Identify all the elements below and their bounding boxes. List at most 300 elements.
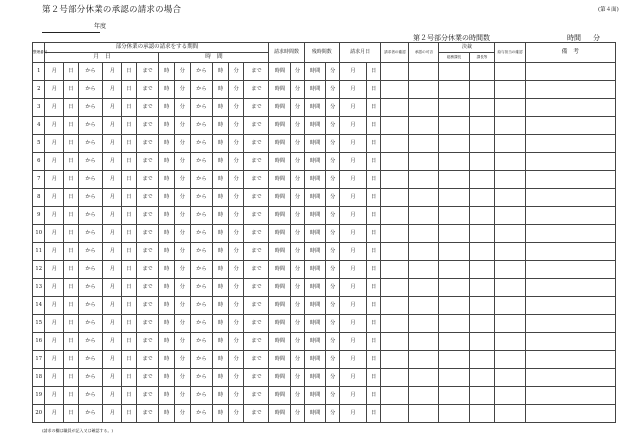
month-label: 月: [103, 171, 122, 189]
payroll-confirm-cell[interactable]: [495, 261, 525, 279]
from-label: から: [190, 81, 213, 99]
form-number: (第４面): [598, 7, 619, 13]
minute-label: 分: [175, 81, 191, 99]
requester-confirm-cell[interactable]: [381, 189, 409, 207]
table-row: [33, 63, 616, 81]
remarks-cell[interactable]: [525, 171, 615, 189]
approval-cell[interactable]: [409, 261, 439, 279]
hour-label: 時: [213, 315, 229, 333]
approval-cell[interactable]: [409, 99, 439, 117]
to-label: まで: [244, 405, 269, 423]
row-number: 11: [33, 243, 45, 261]
day-label: 日: [64, 135, 79, 153]
dept-head-cell[interactable]: [439, 81, 469, 99]
approval-cell[interactable]: [409, 279, 439, 297]
minute-label: 分: [175, 189, 191, 207]
minute-label: 分: [228, 189, 244, 207]
dept-head-cell[interactable]: [439, 99, 469, 117]
day-label: 日: [366, 243, 381, 261]
section-head-cell[interactable]: [469, 279, 495, 297]
requester-confirm-cell[interactable]: [381, 171, 409, 189]
section-head-cell[interactable]: [469, 261, 495, 279]
to-label: まで: [136, 387, 159, 405]
approval-cell[interactable]: [409, 63, 439, 81]
day-label: 日: [122, 63, 137, 81]
approval-cell[interactable]: [409, 81, 439, 99]
month-label: 月: [339, 171, 366, 189]
section-head-cell[interactable]: [469, 225, 495, 243]
from-label: から: [78, 135, 103, 153]
table-row: [33, 405, 616, 423]
section-head-cell[interactable]: [469, 99, 495, 117]
approval-cell[interactable]: [409, 153, 439, 171]
payroll-confirm-cell[interactable]: [495, 333, 525, 351]
minute-label: 分: [326, 333, 339, 351]
day-label: 日: [122, 243, 137, 261]
day-label: 日: [64, 153, 79, 171]
month-label: 月: [103, 261, 122, 279]
from-label: から: [78, 279, 103, 297]
requester-confirm-cell[interactable]: [381, 225, 409, 243]
dept-head-cell[interactable]: [439, 279, 469, 297]
day-label: 日: [122, 297, 137, 315]
table-row: [33, 315, 616, 333]
minute-label: 分: [326, 135, 339, 153]
minute-label: 分: [228, 243, 244, 261]
dept-head-cell[interactable]: [439, 153, 469, 171]
month-label: 月: [45, 117, 64, 135]
from-label: から: [78, 171, 103, 189]
minute-label: 分: [291, 117, 304, 135]
to-label: まで: [244, 63, 269, 81]
form-title: 第２号部分休業の承認の請求の場合: [42, 5, 182, 15]
remarks-cell[interactable]: [525, 99, 615, 117]
day-label: 日: [122, 279, 137, 297]
remarks-cell[interactable]: [525, 405, 615, 423]
dept-head-cell[interactable]: [439, 63, 469, 81]
minute-label: 分: [326, 81, 339, 99]
minute-label: 分: [175, 387, 191, 405]
requester-confirm-cell[interactable]: [381, 261, 409, 279]
from-label: から: [190, 225, 213, 243]
from-label: から: [190, 63, 213, 81]
minute-label: 分: [228, 351, 244, 369]
month-label: 月: [103, 189, 122, 207]
remarks-cell[interactable]: [525, 117, 615, 135]
month-label: 月: [339, 117, 366, 135]
payroll-confirm-cell[interactable]: [495, 171, 525, 189]
requester-confirm-cell[interactable]: [381, 315, 409, 333]
day-label: 日: [122, 261, 137, 279]
day-label: 日: [122, 207, 137, 225]
day-label: 日: [366, 99, 381, 117]
hours-label: 時間: [269, 297, 291, 315]
from-label: から: [78, 63, 103, 81]
day-label: 日: [366, 279, 381, 297]
payroll-confirm-cell[interactable]: [495, 117, 525, 135]
minute-label: 分: [326, 189, 339, 207]
payroll-confirm-cell[interactable]: [495, 297, 525, 315]
remarks-cell[interactable]: [525, 315, 615, 333]
row-number: 8: [33, 189, 45, 207]
minute-label: 分: [326, 261, 339, 279]
dept-head-cell[interactable]: [439, 315, 469, 333]
remarks-cell[interactable]: [525, 369, 615, 387]
month-label: 月: [339, 207, 366, 225]
month-label: 月: [45, 135, 64, 153]
approval-cell[interactable]: [409, 351, 439, 369]
hours-section-label: 第２号部分休業の時間数: [413, 34, 490, 42]
payroll-confirm-cell[interactable]: [495, 153, 525, 171]
payroll-confirm-cell[interactable]: [495, 315, 525, 333]
month-label: 月: [339, 369, 366, 387]
remarks-cell[interactable]: [525, 207, 615, 225]
payroll-confirm-cell[interactable]: [495, 387, 525, 405]
minute-label: 分: [228, 315, 244, 333]
table-row: [33, 117, 616, 135]
from-label: から: [78, 99, 103, 117]
day-label: 日: [366, 81, 381, 99]
section-head-cell[interactable]: [469, 333, 495, 351]
remarks-cell[interactable]: [525, 261, 615, 279]
minute-label: 分: [291, 261, 304, 279]
row-number: 6: [33, 153, 45, 171]
dept-head-cell[interactable]: [439, 351, 469, 369]
dept-head-cell[interactable]: [439, 117, 469, 135]
hours-label: 時間: [269, 63, 291, 81]
to-label: まで: [244, 153, 269, 171]
section-head-cell[interactable]: [469, 135, 495, 153]
month-label: 月: [339, 261, 366, 279]
section-head-cell[interactable]: [469, 297, 495, 315]
minute-label: 分: [175, 243, 191, 261]
row-number: 14: [33, 297, 45, 315]
minute-label: 分: [291, 315, 304, 333]
minute-label: 分: [326, 63, 339, 81]
day-label: 日: [64, 243, 79, 261]
day-label: 日: [64, 405, 79, 423]
payroll-confirm-cell[interactable]: [495, 189, 525, 207]
hour-label: 時: [213, 99, 229, 117]
dept-head-cell[interactable]: [439, 297, 469, 315]
remarks-cell[interactable]: [525, 387, 615, 405]
month-label: 月: [339, 333, 366, 351]
hours-label: 時間: [269, 117, 291, 135]
payroll-confirm-cell[interactable]: [495, 135, 525, 153]
from-label: から: [190, 297, 213, 315]
approval-cell[interactable]: [409, 171, 439, 189]
hour-label: 時: [213, 153, 229, 171]
minute-label: 分: [228, 279, 244, 297]
payroll-confirm-cell[interactable]: [495, 225, 525, 243]
minute-label: 分: [228, 207, 244, 225]
from-label: から: [190, 135, 213, 153]
payroll-confirm-cell[interactable]: [495, 99, 525, 117]
hours-label: 時間: [304, 63, 326, 81]
remarks-cell[interactable]: [525, 189, 615, 207]
month-label: 月: [339, 315, 366, 333]
hours-label: 時間: [304, 261, 326, 279]
hours-label: 時間: [269, 405, 291, 423]
month-label: 月: [339, 225, 366, 243]
from-label: から: [190, 333, 213, 351]
to-label: まで: [136, 81, 159, 99]
month-label: 月: [45, 207, 64, 225]
from-label: から: [78, 243, 103, 261]
dept-head-cell[interactable]: [439, 405, 469, 423]
minute-label: 分: [228, 153, 244, 171]
row-number: 2: [33, 81, 45, 99]
hours-label: 時間: [304, 207, 326, 225]
to-label: まで: [136, 261, 159, 279]
remarks-cell[interactable]: [525, 153, 615, 171]
section-head-cell[interactable]: [469, 243, 495, 261]
hour-label: 時: [159, 99, 175, 117]
fiscal-year-label: 年度: [93, 23, 106, 30]
approval-cell[interactable]: [409, 189, 439, 207]
minute-label: 分: [175, 99, 191, 117]
section-head-cell[interactable]: [469, 171, 495, 189]
header-requester-confirm: 請求者の確認: [381, 43, 409, 63]
remarks-cell[interactable]: [525, 243, 615, 261]
approval-cell[interactable]: [409, 405, 439, 423]
payroll-confirm-cell[interactable]: [495, 405, 525, 423]
payroll-confirm-cell[interactable]: [495, 279, 525, 297]
to-label: まで: [244, 333, 269, 351]
approval-cell[interactable]: [409, 387, 439, 405]
from-label: から: [190, 153, 213, 171]
approval-cell[interactable]: [409, 207, 439, 225]
to-label: まで: [136, 279, 159, 297]
remarks-cell[interactable]: [525, 81, 615, 99]
hour-label: 時: [213, 351, 229, 369]
requester-confirm-cell[interactable]: [381, 63, 409, 81]
day-label: 日: [64, 315, 79, 333]
day-label: 日: [366, 135, 381, 153]
section-head-cell[interactable]: [469, 351, 495, 369]
hour-label: 時: [213, 135, 229, 153]
remarks-cell[interactable]: [525, 63, 615, 81]
from-label: から: [190, 171, 213, 189]
minute-label: 分: [228, 387, 244, 405]
hour-label: 時: [159, 117, 175, 135]
remarks-cell[interactable]: [525, 333, 615, 351]
minute-label: 分: [175, 153, 191, 171]
hours-label: 時間: [269, 189, 291, 207]
to-label: まで: [244, 261, 269, 279]
from-label: から: [190, 117, 213, 135]
day-label: 日: [64, 207, 79, 225]
to-label: まで: [136, 189, 159, 207]
minute-label: 分: [228, 261, 244, 279]
dept-head-cell[interactable]: [439, 135, 469, 153]
minute-label: 分: [291, 207, 304, 225]
month-label: 月: [339, 99, 366, 117]
to-label: まで: [136, 153, 159, 171]
minute-label: 分: [326, 171, 339, 189]
section-head-cell[interactable]: [469, 369, 495, 387]
day-label: 日: [64, 297, 79, 315]
from-label: から: [78, 207, 103, 225]
hours-label: 時間: [304, 387, 326, 405]
hours-label: 時間: [304, 297, 326, 315]
section-head-cell[interactable]: [469, 207, 495, 225]
hours-label: 時間: [304, 351, 326, 369]
month-label: 月: [103, 387, 122, 405]
month-label: 月: [45, 225, 64, 243]
from-label: から: [190, 189, 213, 207]
section-head-cell[interactable]: [469, 315, 495, 333]
minute-label: 分: [291, 225, 304, 243]
minute-label: 分: [326, 243, 339, 261]
month-label: 月: [45, 387, 64, 405]
hours-label: 時間: [269, 261, 291, 279]
month-label: 月: [103, 207, 122, 225]
day-label: 日: [122, 315, 137, 333]
hours-label: 時間: [304, 369, 326, 387]
to-label: まで: [244, 135, 269, 153]
payroll-confirm-cell[interactable]: [495, 207, 525, 225]
header-request-date: 請求月日: [339, 43, 380, 63]
approval-cell[interactable]: [409, 315, 439, 333]
minute-label: 分: [175, 405, 191, 423]
dept-head-cell[interactable]: [439, 171, 469, 189]
minute-label: 分: [326, 225, 339, 243]
minute-label: 分: [228, 225, 244, 243]
table-row: [33, 261, 616, 279]
requester-confirm-cell[interactable]: [381, 153, 409, 171]
table-row: [33, 99, 616, 117]
minute-label: 分: [175, 333, 191, 351]
requester-confirm-cell[interactable]: [381, 351, 409, 369]
requester-confirm-cell[interactable]: [381, 135, 409, 153]
table-row: [33, 387, 616, 405]
header-time: 時 間: [159, 53, 269, 63]
section-head-cell[interactable]: [469, 405, 495, 423]
header-payroll-confirm: 給与担当の確認: [495, 43, 525, 63]
minute-label: 分: [291, 387, 304, 405]
section-head-cell[interactable]: [469, 387, 495, 405]
approval-cell[interactable]: [409, 297, 439, 315]
row-number: 4: [33, 117, 45, 135]
section-head-cell[interactable]: [469, 63, 495, 81]
requester-confirm-cell[interactable]: [381, 279, 409, 297]
remarks-cell[interactable]: [525, 225, 615, 243]
dept-head-cell[interactable]: [439, 243, 469, 261]
remarks-cell[interactable]: [525, 297, 615, 315]
day-label: 日: [366, 225, 381, 243]
day-label: 日: [122, 153, 137, 171]
from-label: から: [78, 333, 103, 351]
section-head-cell[interactable]: [469, 153, 495, 171]
remarks-cell[interactable]: [525, 135, 615, 153]
day-label: 日: [64, 171, 79, 189]
requester-confirm-cell[interactable]: [381, 81, 409, 99]
day-label: 日: [366, 405, 381, 423]
remarks-cell[interactable]: [525, 279, 615, 297]
day-label: 日: [366, 297, 381, 315]
payroll-confirm-cell[interactable]: [495, 351, 525, 369]
section-head-cell[interactable]: [469, 81, 495, 99]
dept-head-cell[interactable]: [439, 261, 469, 279]
requester-confirm-cell[interactable]: [381, 99, 409, 117]
hour-label: 時: [159, 135, 175, 153]
minute-label: 分: [228, 135, 244, 153]
approval-cell[interactable]: [409, 369, 439, 387]
approval-cell[interactable]: [409, 117, 439, 135]
month-label: 月: [103, 153, 122, 171]
hours-label: 時間: [304, 225, 326, 243]
section-head-cell[interactable]: [469, 189, 495, 207]
fiscal-year-field[interactable]: [42, 21, 106, 33]
hours-label: 時間: [269, 99, 291, 117]
requester-confirm-cell[interactable]: [381, 243, 409, 261]
day-label: 日: [122, 387, 137, 405]
requester-confirm-cell[interactable]: [381, 405, 409, 423]
hour-label: 時: [159, 81, 175, 99]
month-label: 月: [103, 297, 122, 315]
month-label: 月: [45, 81, 64, 99]
header-period-group: 部分休業の承認の請求をする期間: [45, 43, 269, 53]
requester-confirm-cell[interactable]: [381, 297, 409, 315]
approval-cell[interactable]: [409, 225, 439, 243]
requester-confirm-cell[interactable]: [381, 387, 409, 405]
dept-head-cell[interactable]: [439, 207, 469, 225]
dept-head-cell[interactable]: [439, 387, 469, 405]
from-label: から: [190, 387, 213, 405]
requester-confirm-cell[interactable]: [381, 207, 409, 225]
month-label: 月: [45, 153, 64, 171]
day-label: 日: [366, 315, 381, 333]
section-head-cell[interactable]: [469, 117, 495, 135]
day-label: 日: [366, 261, 381, 279]
dept-head-cell[interactable]: [439, 189, 469, 207]
hours-label: 時間: [269, 135, 291, 153]
payroll-confirm-cell[interactable]: [495, 243, 525, 261]
month-label: 月: [45, 63, 64, 81]
minute-label: 分: [228, 297, 244, 315]
row-number: 10: [33, 225, 45, 243]
requester-confirm-cell[interactable]: [381, 369, 409, 387]
payroll-confirm-cell[interactable]: [495, 81, 525, 99]
hour-label: 時: [213, 117, 229, 135]
table-row: [33, 135, 616, 153]
dept-head-cell[interactable]: [439, 333, 469, 351]
requester-confirm-cell[interactable]: [381, 117, 409, 135]
payroll-confirm-cell[interactable]: [495, 63, 525, 81]
approval-cell[interactable]: [409, 135, 439, 153]
day-label: 日: [122, 405, 137, 423]
hours-label: 時間: [269, 153, 291, 171]
requester-confirm-cell[interactable]: [381, 333, 409, 351]
minute-label: 分: [228, 333, 244, 351]
hour-label: 時: [213, 189, 229, 207]
table-row: [33, 279, 616, 297]
minute-label: 分: [291, 333, 304, 351]
dept-head-cell[interactable]: [439, 369, 469, 387]
from-label: から: [78, 351, 103, 369]
dept-head-cell[interactable]: [439, 225, 469, 243]
minute-label: 分: [291, 153, 304, 171]
hours-label: 時間: [304, 243, 326, 261]
to-label: まで: [136, 369, 159, 387]
approval-cell[interactable]: [409, 333, 439, 351]
approval-cell[interactable]: [409, 243, 439, 261]
remarks-cell[interactable]: [525, 351, 615, 369]
payroll-confirm-cell[interactable]: [495, 369, 525, 387]
to-label: まで: [136, 315, 159, 333]
minute-label: 分: [291, 369, 304, 387]
